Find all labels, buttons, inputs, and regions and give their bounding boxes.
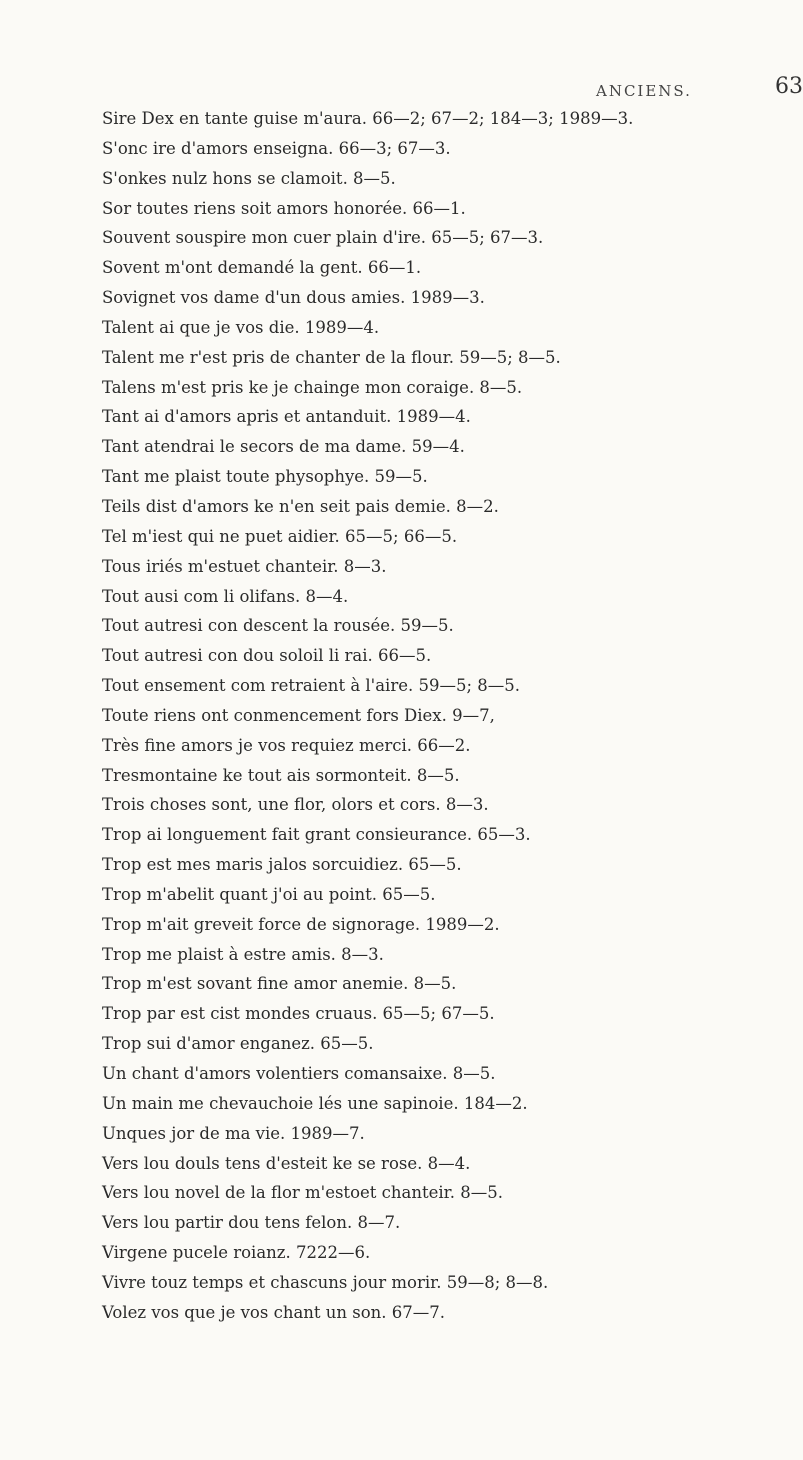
- index-entry: Tout autresi con descent la rousée. 59—5.: [102, 616, 454, 636]
- index-entry: Tout ausi com li olifans. 8—4.: [102, 586, 349, 606]
- index-entry: Talent ai que je vos die. 1989—4.: [102, 317, 380, 337]
- page-number: 63: [775, 74, 803, 99]
- index-entry: Trop sui d'amor enganez. 65—5.: [102, 1034, 374, 1054]
- index-entry: Sire Dex en tante guise m'aura. 66—2; 67—2; 184—3; 1989—3.: [102, 109, 634, 128]
- index-entry: Tout ensement com retraient à l'aire. 59—5; 8—5.: [102, 676, 521, 696]
- index-entry: Tel m'iest qui ne puet aidier. 65—5; 66—5.: [102, 526, 458, 546]
- index-entry: Sovignet vos dame d'un dous amies. 1989—3.: [102, 288, 485, 308]
- index-entry: Tant atendrai le secors de ma dame. 59—4.: [102, 437, 465, 457]
- index-entry: Teils dist d'amors ke n'en seit pais demie. 8—2.: [102, 496, 499, 516]
- index-entry: Un chant d'amors volentiers comansaixe. 8—5.: [102, 1064, 496, 1083]
- index-entry: Tout autresi con dou soloil li rai. 66—5.: [102, 646, 432, 666]
- index-entry: Volez vos que je vos chant un son. 67—7.: [102, 1302, 446, 1322]
- index-entry: Talens m'est pris ke je chainge mon coraige. 8—5.: [102, 377, 523, 397]
- index-entry: Trop m'ait greveit force de signorage. 1989—2.: [102, 914, 500, 934]
- index-entry: Unques jor de ma vie. 1989—7.: [102, 1123, 365, 1143]
- index-entry: Talent me r'est pris de chanter de la flour. 59—5; 8—5.: [102, 347, 561, 367]
- index-entry: Vers lou partir dou tens felon. 8—7.: [102, 1213, 401, 1233]
- index-entry: Trop par est cist mondes cruaus. 65—5; 67—5.: [102, 1004, 495, 1024]
- index-entry: Virgene pucele roianz. 7222—6.: [102, 1243, 371, 1263]
- index-entry: Trop est mes maris jalos sorcuidiez. 65—5.: [102, 855, 462, 875]
- index-entry: Vers lou douls tens d'esteit ke se rose. 8—4.: [102, 1153, 471, 1173]
- index-entry: S'onc ire d'amors enseigna. 66—3; 67—3.: [102, 138, 451, 158]
- index-entry: S'onkes nulz hons se clamoit. 8—5.: [102, 168, 396, 188]
- index-entry: Sovent m'ont demandé la gent. 66—1.: [102, 258, 422, 278]
- index-entry: Trop m'est sovant fine amor anemie. 8—5.: [102, 974, 457, 994]
- index-entry: Tant me plaist toute physophye. 59—5.: [102, 467, 428, 487]
- index-entry: Toute riens ont conmencement fors Diex. 9—7,: [102, 705, 495, 725]
- running-title: ANCIENS.: [596, 82, 692, 100]
- index-entry: Trop ai longuement fait grant consieurance. 65—3.: [102, 825, 531, 845]
- index-entry: Tous iriés m'estuet chanteir. 8—3.: [102, 556, 387, 576]
- index-entry: Très fine amors je vos requiez merci. 66—2.: [102, 735, 471, 755]
- index-entry: Vivre touz temps et chascuns jour morir. 59—8; 8—8.: [102, 1272, 549, 1292]
- index-entry: Sor toutes riens soit amors honorée. 66—1.: [102, 198, 466, 218]
- index-entry: Vers lou novel de la flor m'estoet chanteir. 8—5.: [102, 1183, 503, 1203]
- index-entry: Trop me plaist à estre amis. 8—3.: [102, 944, 384, 964]
- index-entry: Souvent souspire mon cuer plain d'ire. 65—5; 67—3.: [102, 228, 544, 248]
- song-index-list: [102, 104, 792, 1328]
- index-entry: Trop m'abelit quant j'oi au point. 65—5.: [102, 884, 436, 904]
- index-entry: Trois choses sont, une flor, olors et cors. 8—3.: [102, 795, 489, 815]
- index-entry: Un main me chevauchoie lés une sapinoie. 184—2.: [102, 1093, 528, 1113]
- index-entry: Tresmontaine ke tout ais sormonteit. 8—5.: [102, 765, 460, 785]
- index-entry: Tant ai d'amors apris et antanduit. 1989—4.: [102, 407, 471, 427]
